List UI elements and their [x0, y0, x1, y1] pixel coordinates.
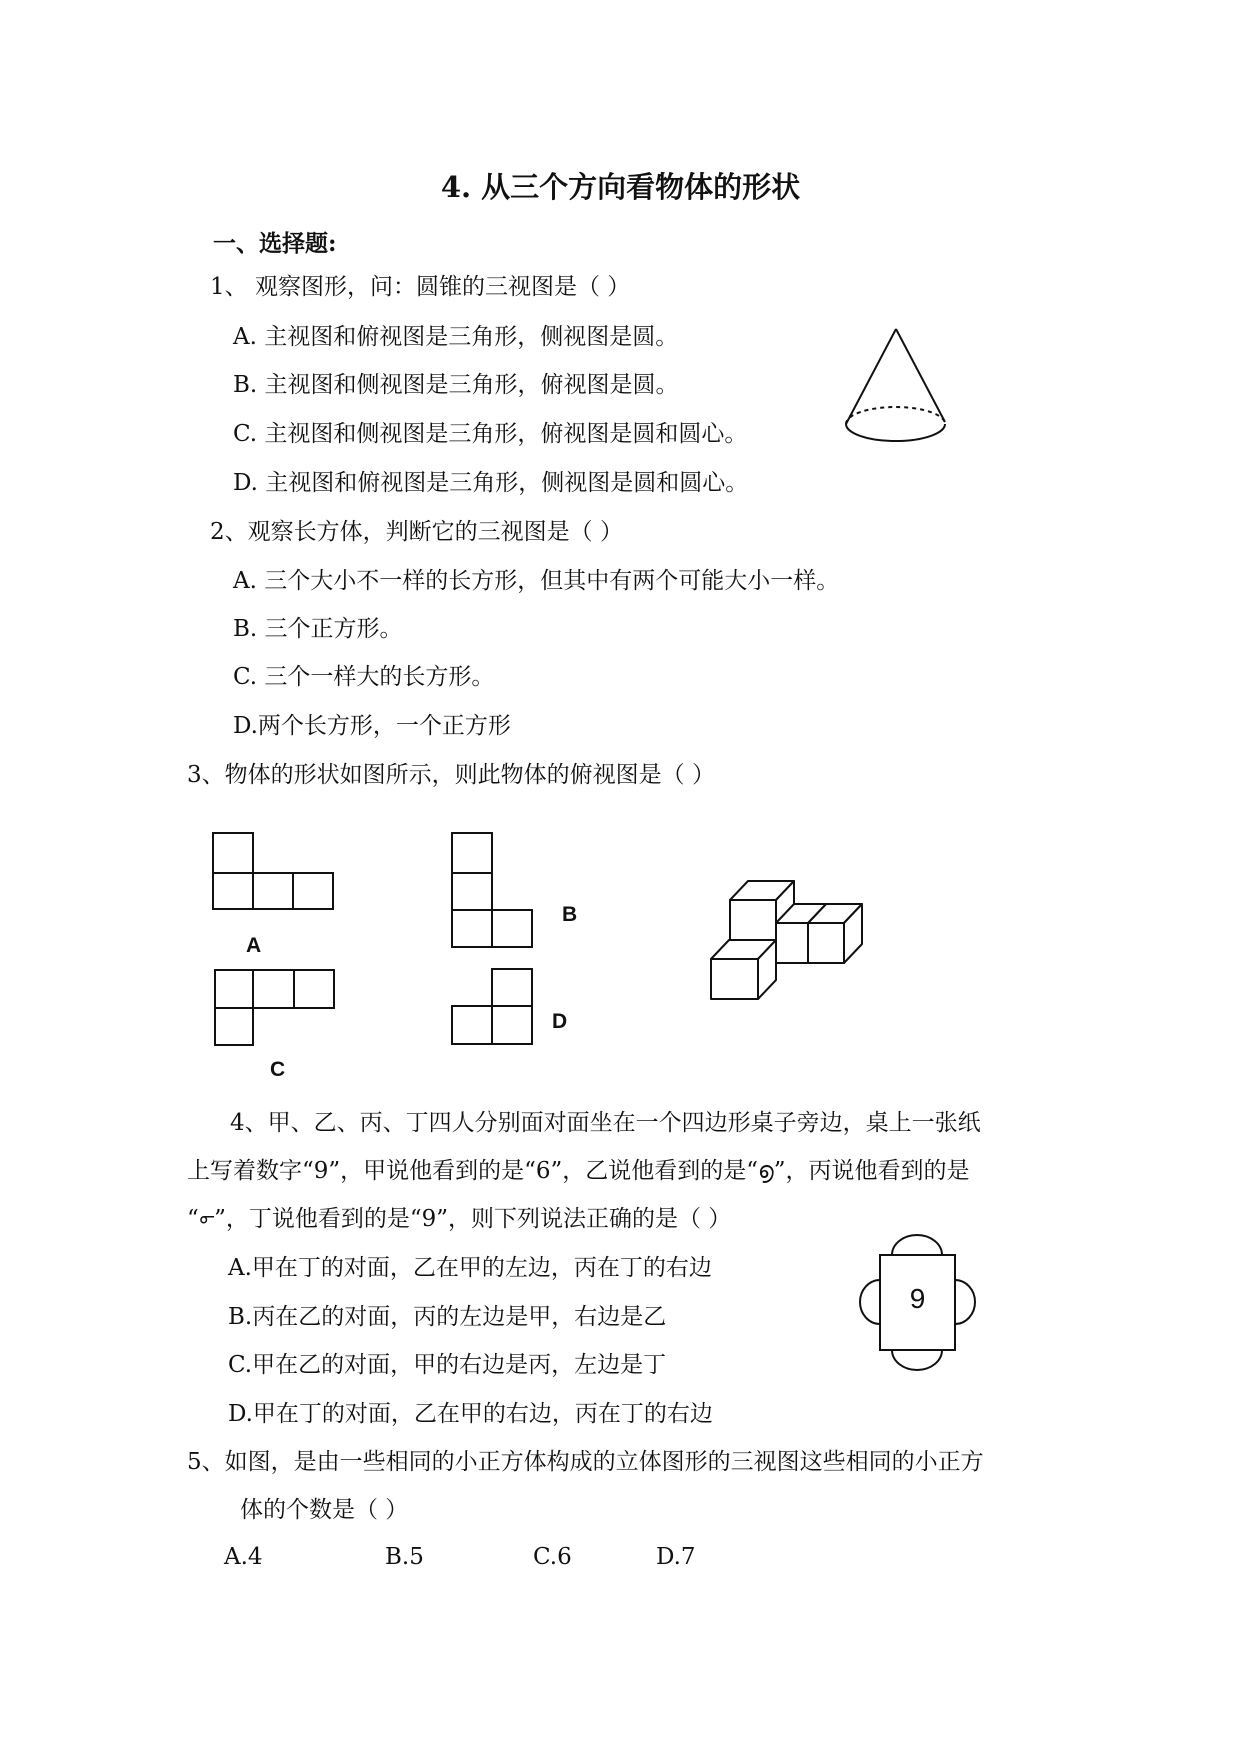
q5-option-a[interactable]: A.4 [224, 1544, 263, 1570]
q3-label-d: D [552, 1010, 568, 1033]
q2-option-b[interactable]: B. 三个正方形。 [233, 616, 403, 642]
q1-option-b[interactable]: B. 主视图和侧视图是三角形，俯视图是圆。 [233, 372, 679, 398]
q1-option-d[interactable]: D. 主视图和俯视图是三角形，侧视图是圆和圆心。 [233, 470, 749, 496]
q1-option-c[interactable]: C. 主视图和侧视图是三角形，俯视图是圆和圆心。 [233, 421, 748, 447]
q4-stem-line-2: 上写着数字“9”，甲说他看到的是“6”，乙说他看到的是“൭”，丙说他看到的是 [187, 1158, 970, 1184]
q4-option-d[interactable]: D.甲在丁的对面，乙在甲的右边，丙在丁的右边 [228, 1401, 713, 1427]
q3-option-d-figure[interactable] [451, 968, 541, 1048]
q4-option-b[interactable]: B.丙在乙的对面，丙的左边是甲，右边是乙 [228, 1304, 667, 1330]
q4-option-a[interactable]: A.甲在丁的对面，乙在甲的左边，丙在丁的右边 [228, 1255, 712, 1281]
q2-option-c[interactable]: C. 三个一样大的长方形。 [233, 664, 495, 690]
q4-table-digit: 9 [909, 1283, 926, 1314]
q1-option-a[interactable]: A. 主视图和俯视图是三角形，侧视图是圆。 [233, 324, 679, 350]
q4-stem-line-1: 4、甲、乙、丙、丁四人分别面对面坐在一个四边形桌子旁边，桌上一张纸 [230, 1110, 981, 1136]
q3-cube-stack-figure [710, 880, 870, 990]
q3-stem: 3、物体的形状如图所示，则此物体的俯视图是（ ） [187, 762, 715, 788]
q5-stem-line-1: 5、如图，是由一些相同的小正方体构成的立体图形的三视图这些相同的小正方 [187, 1449, 984, 1475]
q5-option-d[interactable]: D.7 [656, 1544, 696, 1570]
q4-stem-line-3: “൳”，丁说他看到的是“9”，则下列说法正确的是（ ） [187, 1206, 732, 1232]
q5-option-c[interactable]: C.6 [533, 1544, 572, 1570]
q5-stem-line-2: 体的个数是（ ） [240, 1497, 409, 1523]
section-heading: 一、选择题: [213, 230, 337, 257]
q5-option-b[interactable]: B.5 [385, 1544, 424, 1570]
q3-option-b-figure[interactable] [451, 832, 541, 952]
q2-option-d[interactable]: D.两个长方形，一个正方形 [233, 713, 511, 739]
q4-table-figure [860, 1235, 980, 1370]
q1-stem: 1、 观察图形，问：圆锥的三视图是（ ） [210, 274, 631, 300]
q2-option-a[interactable]: A. 三个大小不一样的长方形，但其中有两个可能大小一样。 [233, 568, 840, 594]
q2-stem: 2、观察长方体，判断它的三视图是（ ） [210, 519, 623, 545]
page-title: 4. 从三个方向看物体的形状 [440, 170, 801, 204]
q3-label-b: B [562, 903, 578, 926]
q3-label-a: A [246, 934, 262, 957]
cone-figure [840, 325, 960, 450]
q3-option-c-figure[interactable] [214, 969, 339, 1049]
q3-option-a-figure[interactable] [212, 832, 337, 912]
q3-label-c: C [270, 1058, 286, 1081]
q4-option-c[interactable]: C.甲在乙的对面，甲的右边是丙，左边是丁 [228, 1352, 667, 1378]
